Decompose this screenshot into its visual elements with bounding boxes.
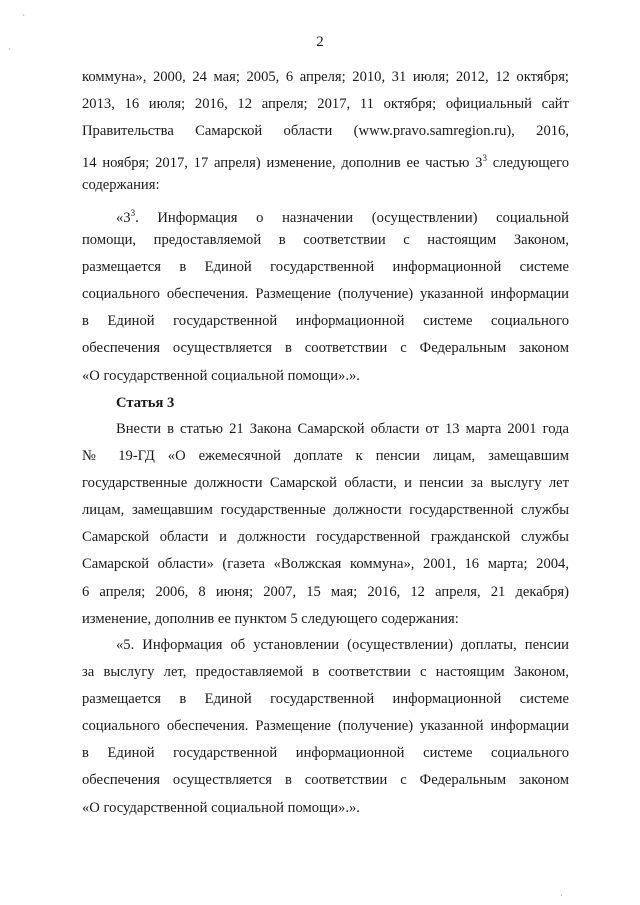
text-line: 14 ноября; 2017, 17 апреля) изменение, дополнив ее частью $3^3$ следующего	[82, 153, 570, 172]
text-line: Правительства Самарской области (www.pravo.samregion.ru), 2016,	[82, 123, 569, 140]
scan-mark: ˏ	[8, 40, 11, 50]
text-line: «О государственной социальной помощи».».	[82, 799, 360, 816]
scan-mark: ˎ	[22, 6, 25, 16]
text-line: Внести в статью 21 Закона Самарской области от 13 марта 2001 года	[116, 421, 569, 437]
text-line: размещается в Единой государственной информационной системе	[82, 691, 569, 708]
text-line: за выслугу лет, предоставляемой в соответствии с настоящим Законом,	[82, 664, 569, 681]
paragraph-amendment-source	[82, 64, 569, 199]
text-line: «О государственной социальной помощи».».	[82, 367, 360, 384]
text-line: № 19-ГД «О ежемесячной доплате к пенсии лицам, замещавшим	[82, 448, 569, 465]
text-line: размещается в Единой государственной информационной системе	[82, 259, 569, 276]
paragraph-point-5	[82, 632, 569, 822]
text-line: 2013, 16 июля; 2016, 12 апреля; 2017, 11 октября; официальный сайт	[82, 96, 569, 113]
text-line: в Единой государственной информационной системе социального	[82, 745, 569, 762]
scan-mark: ˌ	[560, 886, 563, 896]
text-line: Самарской области» (газета «Волжская коммуна», 2001, 16 марта; 2004,	[82, 556, 569, 573]
text-line: 6 апреля; 2006, 8 июня; 2007, 15 мая; 2016, 12 апреля, 21 декабря)	[82, 583, 569, 600]
paragraph-article-3	[82, 416, 569, 633]
text-line: лицам, замещавшим государственные должности государственной службы	[82, 502, 569, 519]
text-line: обеспечения осуществляется в соответствии с Федеральным законом	[82, 772, 569, 789]
text-line: государственные должности Самарской области, и пенсии за выслугу лет	[82, 475, 569, 492]
text-line: изменение, дополнив ее пунктом 5 следующего содержания:	[82, 610, 459, 627]
text-line: обеспечения осуществляется в соответствии с Федеральным законом	[82, 340, 569, 357]
text-line: «$3^3$. Информация о назначении (осуществлении) социальной	[116, 208, 569, 226]
article-heading: Статья 3	[116, 395, 175, 411]
page-number: 2	[316, 34, 324, 50]
text-line: содержания:	[82, 177, 160, 194]
paragraph-part-3-3	[82, 200, 569, 390]
text-line: Самарской области и должности государственной гражданской службы	[82, 529, 569, 546]
text-line: социального обеспечения. Размещение (получение) указанной информации	[82, 718, 569, 735]
text-line: коммуна», 2000, 24 мая; 2005, 6 апреля; 2010, 31 июля; 2012, 12 октября;	[82, 69, 569, 85]
text-line: «5. Информация об установлении (осуществлении) доплаты, пенсии	[116, 637, 569, 653]
text-line: социального обеспечения. Размещение (получение) указанной информации	[82, 286, 569, 303]
text-line: помощи, предоставляемой в соответствии с настоящим Законом,	[82, 232, 569, 249]
text-line: в Единой государственной информационной системе социального	[82, 313, 569, 330]
